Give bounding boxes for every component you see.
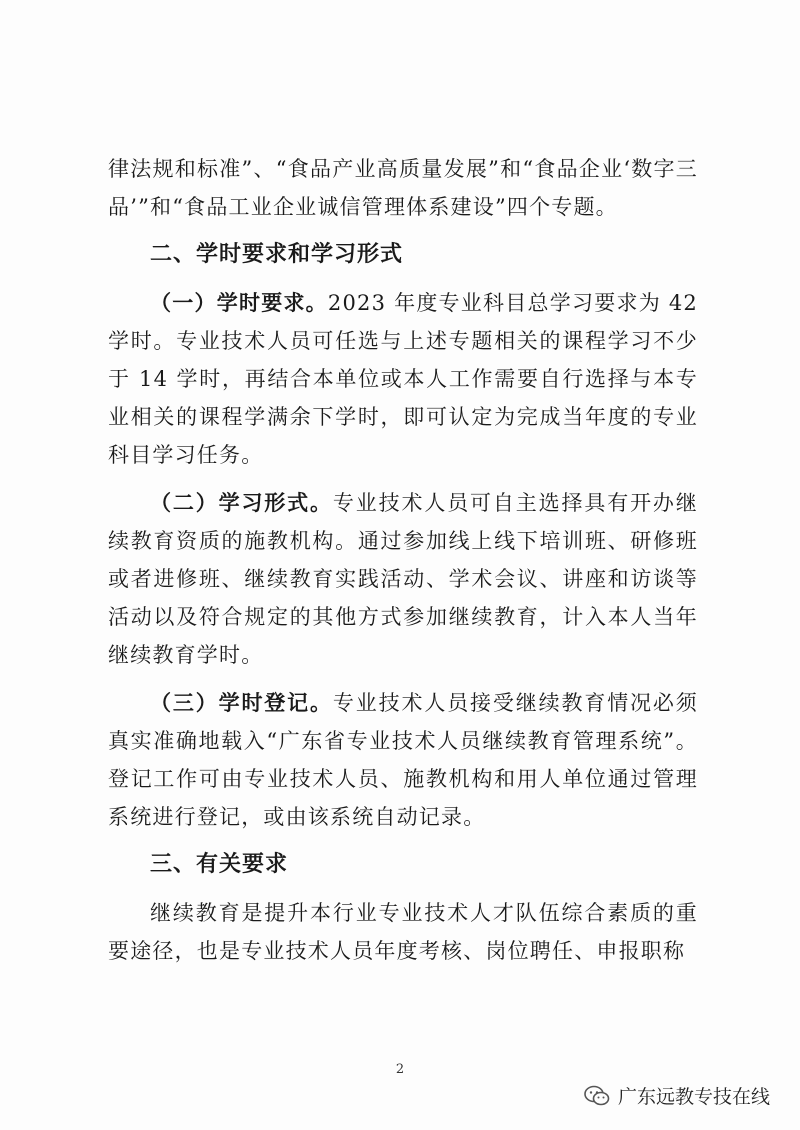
- watermark: [584, 1082, 770, 1109]
- wechat-icon: [584, 1085, 610, 1107]
- section-heading-3: 三、有关要求: [150, 852, 289, 877]
- document-body: [108, 150, 698, 980]
- paragraph-hours-requirement: [108, 284, 698, 474]
- section-heading-2: 二、学时要求和学习形式: [150, 242, 404, 267]
- paragraph-text: 2023 年度专业科目总学习要求为 42 学时。专业技术人员可任选与上述专题相关的课程学习不少于 14 学时，再结合本单位或本人工作需要自行选择与本专业相关的课程学满余下学时，即可认定为完成当年度的专业科目学习任务。: [108, 291, 698, 467]
- paragraph-hours-registration: [108, 684, 698, 836]
- paragraph-learning-form: [108, 484, 698, 674]
- paragraph-lead: （一）学时要求。: [150, 291, 328, 315]
- page-number: 2: [395, 1062, 405, 1077]
- paragraph-text: 专业技术人员接受继续教育情况必须真实准确地载入“广东省专业技术人员继续教育管理系统”。登记工作可由专业技术人员、施教机构和用人单位通过管理系统进行登记，或由该系统自动记录。: [108, 691, 698, 829]
- paragraph-text: 继续教育是提升本行业专业技术人才队伍综合素质的重要途径，也是专业技术人员年度考核、岗位聘任、申报职称: [108, 901, 698, 963]
- watermark-text: 广东远教专技在线: [617, 1086, 770, 1108]
- paragraph-lead: （二）学习形式。: [150, 491, 333, 515]
- paragraph-lead: （三）学时登记。: [150, 691, 333, 715]
- paragraph-text: 专业技术人员可自主选择具有开办继续教育资质的施教机构。通过参加线上线下培训班、研修班或者进修班、继续教育实践活动、学术会议、讲座和访谈等活动以及符合规定的其他方式参加继续教育，计入本人当年继续教育学时。: [108, 491, 698, 667]
- paragraph-continuation: 律法规和标准”、“食品产业高质量发展”和“食品企业‘数字三品’”和“食品工业企业诚信管理体系建设”四个专题。: [108, 157, 698, 219]
- paragraph-requirements: [108, 894, 698, 970]
